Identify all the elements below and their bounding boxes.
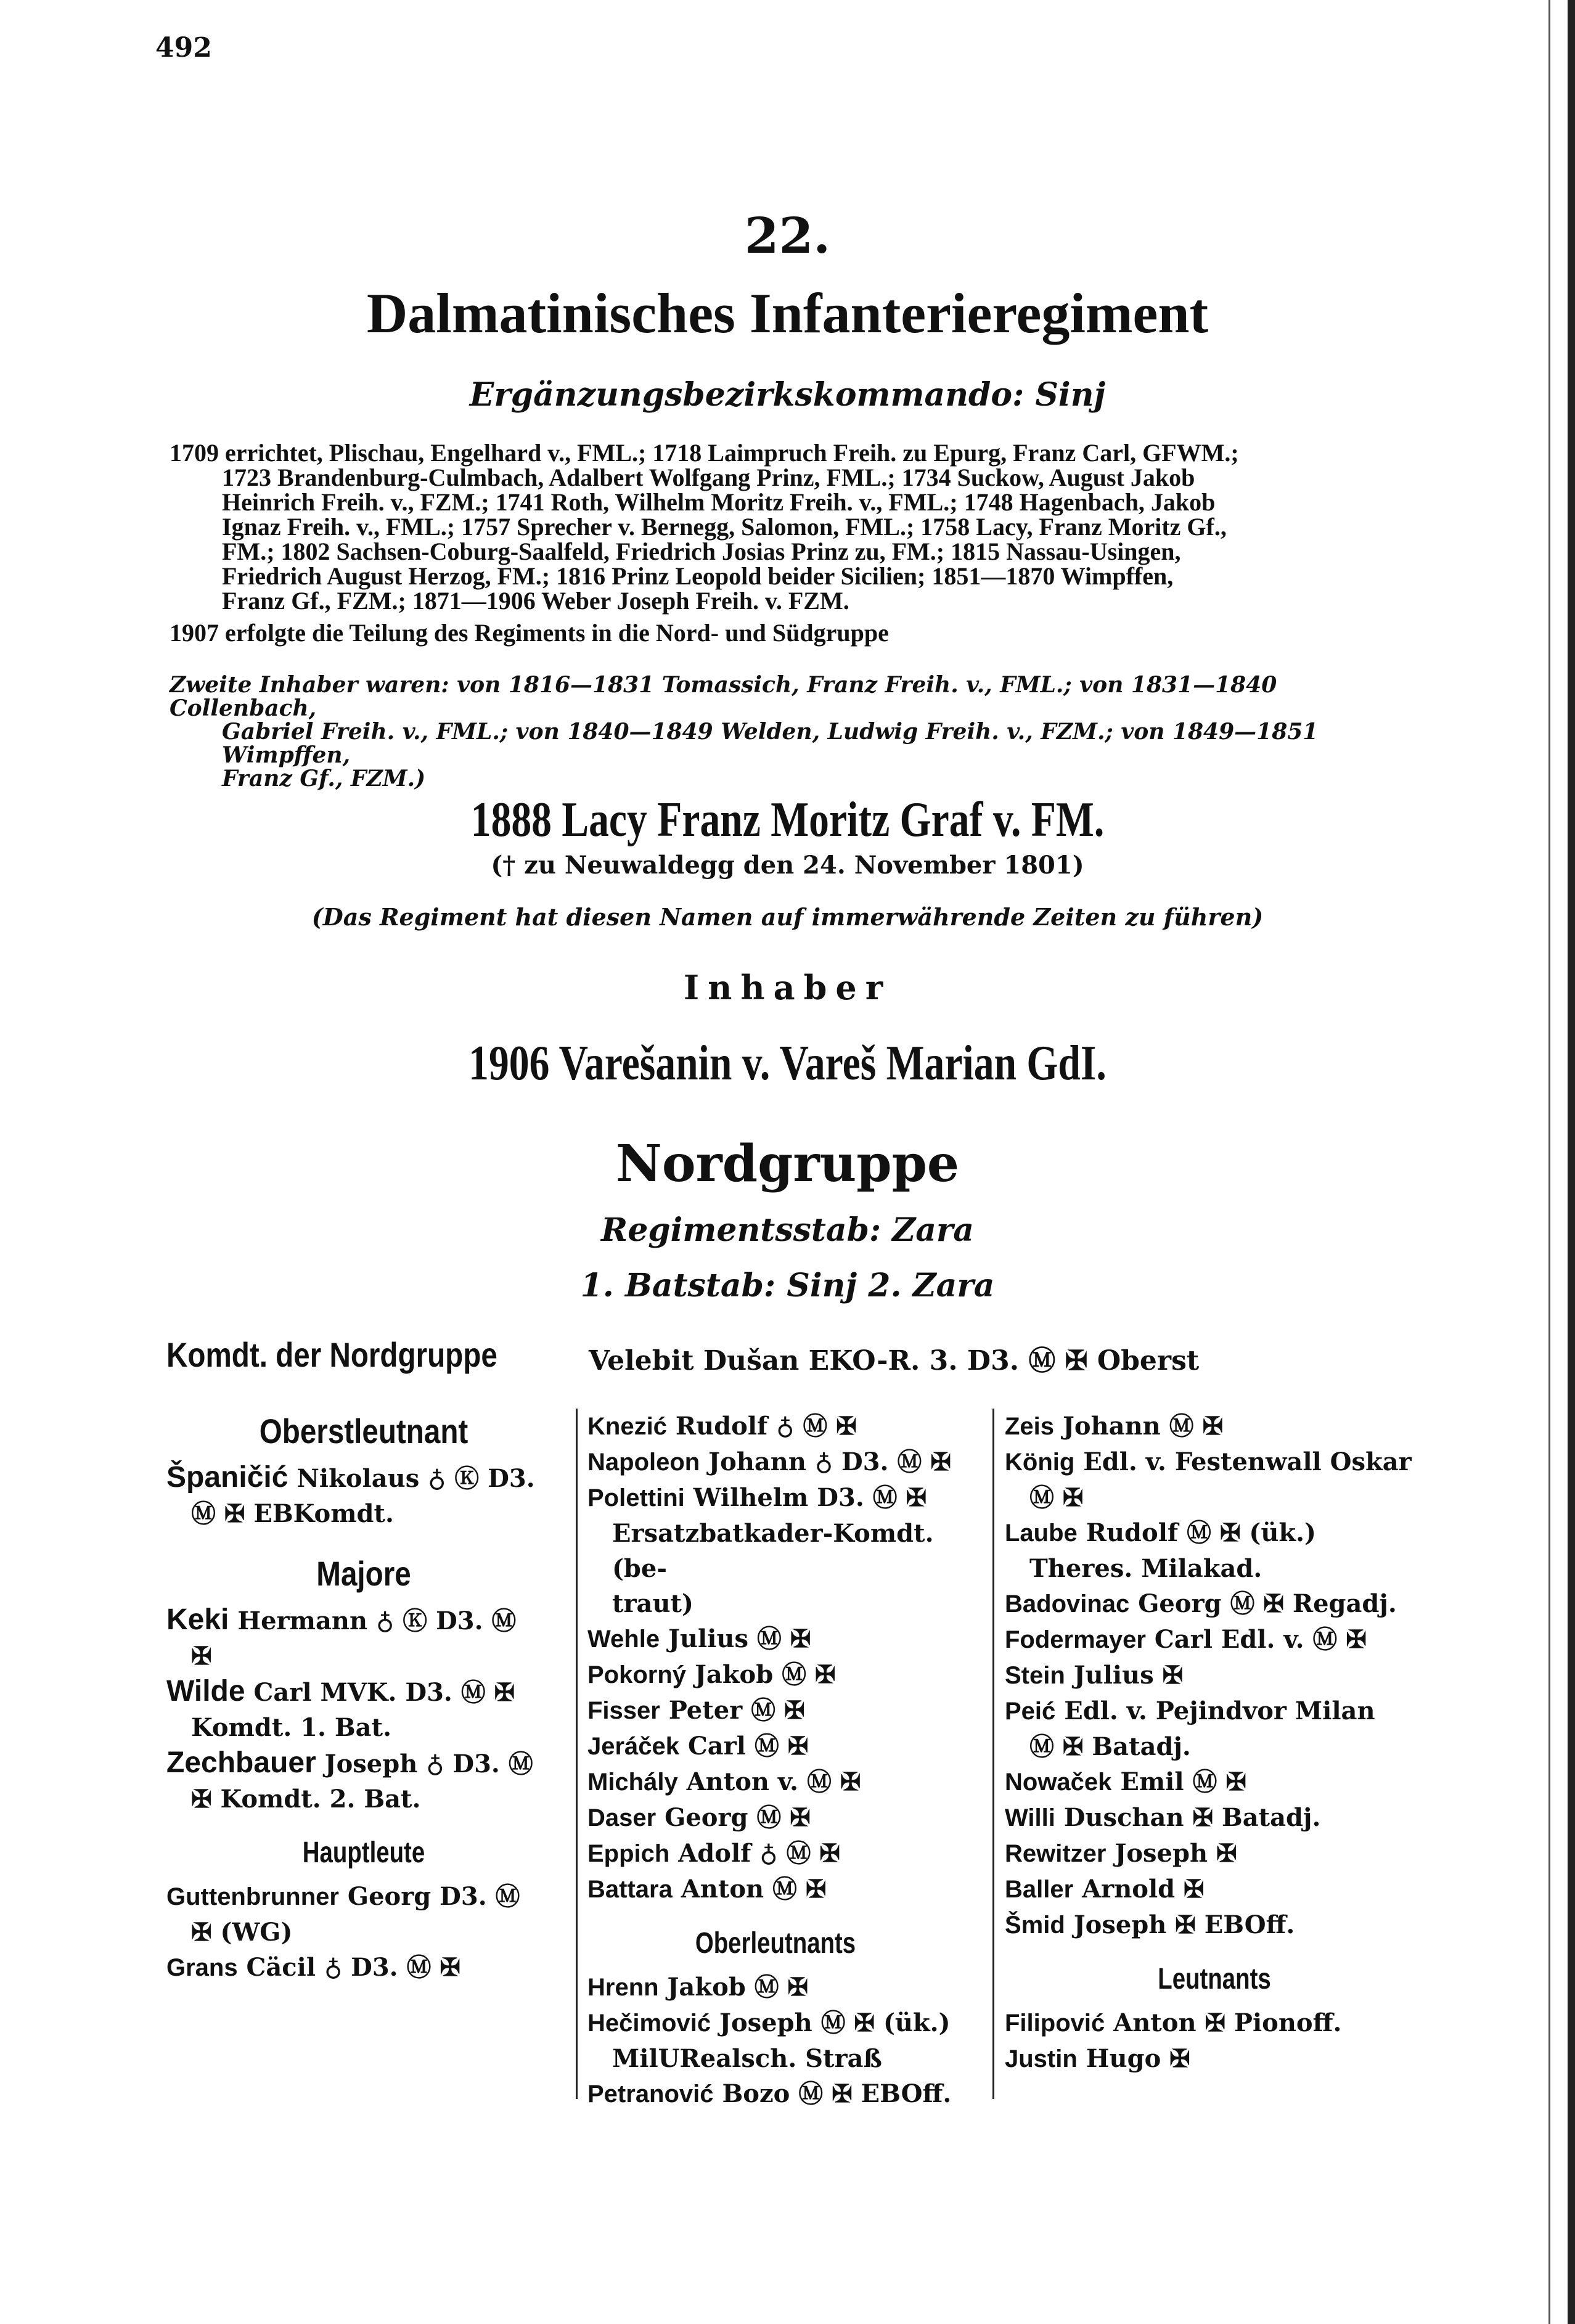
rank-heading: Majore [316,1554,411,1593]
roster-column-3 [1005,1409,1424,2077]
roster-entry: Grans Cäcil ♁ D3. Ⓜ ✠ [166,1953,460,1982]
roster-entry: Zeis Johann Ⓜ ✠ [1005,1412,1224,1441]
rank-heading: Hauptleute [302,1836,425,1869]
commander-value: Velebit Dušan EKO-R. 3. D3. Ⓜ ✠ Oberst [589,1345,1200,1377]
rank-heading: Oberstleutnant [259,1412,468,1450]
roster-entry: Guttenbrunner Georg D3. Ⓜ [166,1882,520,1911]
roster-entry: Willi Duschan ✠ Batadj. [1005,1803,1321,1832]
death-note: († zu Neuwaldegg den 24. November 1801) [491,851,1084,880]
roster-entry: Zechbauer Joseph ♁ D3. Ⓜ [166,1746,533,1779]
column-divider [576,1409,578,2099]
roster-entry: Petranović Bozo Ⓜ ✠ EBOff. [587,2079,952,2108]
roster-entry: Španičić Nikolaus ♁ Ⓚ D3. [166,1461,535,1494]
roster-entry: Badovinac Georg Ⓜ ✠ Regadj. [1005,1589,1397,1618]
regiment-number: 22. [744,207,831,264]
roster-column-2 [587,1409,963,2112]
roster-entry: Hečimović Joseph Ⓜ ✠ (ük.) [587,2008,951,2037]
roster-entry: Pokorný Jakob Ⓜ ✠ [587,1660,836,1689]
roster-entry: Napoleon Johann ♁ D3. Ⓜ ✠ [587,1447,951,1476]
roster-entry: Polettini Wilhelm D3. Ⓜ ✠ [587,1483,927,1512]
owner-name: 1906 Varešanin v. Vareš Marian GdI. [468,1036,1107,1090]
roster-entry: Fisser Peter Ⓜ ✠ [587,1696,805,1725]
roster-entry: Eppich Adolf ♁ Ⓜ ✠ [587,1839,840,1868]
roster-entry: Hrenn Jakob Ⓜ ✠ [587,1973,809,2002]
roster-entry-cont: ✠ Komdt. 2. Bat. [191,1785,421,1814]
roster-entry: Battara Anton Ⓜ ✠ [587,1875,827,1904]
history-line: 1709 errichtet, Plischau, Engelhard v., FML.; 1718 Laimpruch Freih. zu Epurg, Franz Carl, GFWM.; [170,439,1239,467]
roster-entry: König Edl. v. Festenwall Oskar [1005,1447,1412,1476]
roster-entry: Daser Georg Ⓜ ✠ [587,1803,811,1832]
roster-entry: Keki Hermann ♁ Ⓚ D3. Ⓜ [166,1603,517,1636]
column-divider [992,1409,994,2099]
roster-entry-cont: Ⓜ ✠ [1029,1483,1084,1512]
roster-entry: Baller Arnold ✠ [1005,1875,1205,1904]
history-block [170,441,1421,645]
group-name: Nordgruppe [615,1134,960,1193]
roster-entry-cont: MilURealsch. Straß [612,2044,882,2073]
roster-entry-cont: Theres. Milakad. [1029,1554,1262,1583]
second-owners-block [170,673,1421,790]
roster-entry-cont: Ⓜ ✠ Batadj. [1029,1732,1191,1761]
history-line: Friedrich August Herzog, FM.; 1816 Prinz Leopold beider Sicilien; 1851—1870 Wimpffen, [222,562,1174,590]
roster-column-1 [166,1409,561,1986]
roster-entry: Filipović Anton ✠ Pionoff. [1005,2008,1342,2037]
page-number: 492 [155,32,212,63]
honorary-name: 1888 Lacy Franz Moritz Graf v. FM. [470,793,1105,847]
rank-heading: Oberleutnants [695,1927,856,1960]
roster-entry: Wilde Carl MVK. D3. Ⓜ ✠ [166,1675,515,1708]
commander-label: Komdt. der Nordgruppe [166,1335,497,1374]
roster-entry-cont: Komdt. 1. Bat. [191,1713,391,1742]
perpetual-note: (Das Regiment hat diesen Namen auf immerwährende Zeiten zu führen) [311,903,1264,931]
roster-columns [166,1409,1418,2108]
roster-entry-cont: traut) [612,1589,693,1618]
roster-entry-cont: ✠ (WG) [191,1918,293,1947]
history-line: 1723 Brandenburg-Culmbach, Adalbert Wolfgang Prinz, FML.; 1734 Suckow, August Jakob [222,464,1195,491]
roster-entry-cont: Ersatzbatkader-Komdt. (be- [612,1519,934,1583]
supplement-district: Ergänzungsbezirkskommando: Sinj [469,376,1106,414]
division-note: 1907 erfolgte die Teilung des Regiments in die Nord- und Südgruppe [170,619,889,647]
roster-entry: Jeráček Carl Ⓜ ✠ [587,1732,809,1761]
regiment-staff: Regimentsstab: Zara [600,1211,974,1249]
roster-entry: Laube Rudolf Ⓜ ✠ (ük.) [1005,1518,1316,1547]
second-owners-line: Franz Gf., FZM.) [222,766,426,792]
roster-entry: Nowaček Emil Ⓜ ✠ [1005,1767,1246,1796]
owner-label: Inhaber [683,968,892,1007]
history-line: Franz Gf., FZM.; 1871—1906 Weber Joseph Freih. v. FZM. [222,587,849,615]
second-owners-line: Zweite Inhaber waren: von 1816—1831 Tomassich, Franz Freih. v., FML.; von 1831—1840 Collenbach, [170,672,1277,721]
roster-entry: Michály Anton v. Ⓜ ✠ [587,1767,861,1796]
second-owners-line: Gabriel Freih. v., FML.; von 1840—1849 Welden, Ludwig Freih. v., FZM.; von 1849—1851 Wimpffen, [222,719,1319,768]
history-line: FM.; 1802 Sachsen-Coburg-Saalfeld, Friedrich Josias Prinz zu, FM.; 1815 Nassau-Usingen, [222,538,1181,565]
roster-entry-cont: ✠ [191,1642,212,1671]
roster-entry: Rewitzer Joseph ✠ [1005,1839,1237,1868]
roster-entry: Fodermayer Carl Edl. v. Ⓜ ✠ [1005,1625,1367,1654]
regiment-title: Dalmatinisches Infanterieregiment [366,282,1209,345]
roster-entry: Knezić Rudolf ♁ Ⓜ ✠ [587,1412,857,1441]
history-line: Ignaz Freih. v., FML.; 1757 Sprecher v. Bernegg, Salomon, FML.; 1758 Lacy, Franz Moritz Gf., [222,513,1227,541]
rank-heading: Leutnants [1158,1963,1271,1995]
roster-entry-cont: Ⓜ ✠ EBKomdt. [191,1499,394,1528]
roster-entry: Šmid Joseph ✠ EBOff. [1005,1910,1295,1939]
roster-entry: Stein Julius ✠ [1005,1661,1184,1690]
roster-entry: Peić Edl. v. Pejindvor Milan [1005,1696,1375,1725]
roster-entry: Wehle Julius Ⓜ ✠ [587,1624,811,1653]
history-line: Heinrich Freih. v., FZM.; 1741 Roth, Wilhelm Moritz Freih. v., FML.; 1748 Hagenbach, Jakob [222,488,1216,516]
battalion-staff: 1. Batstab: Sinj 2. Zara [580,1267,995,1304]
roster-entry: Justin Hugo ✠ [1005,2044,1190,2073]
